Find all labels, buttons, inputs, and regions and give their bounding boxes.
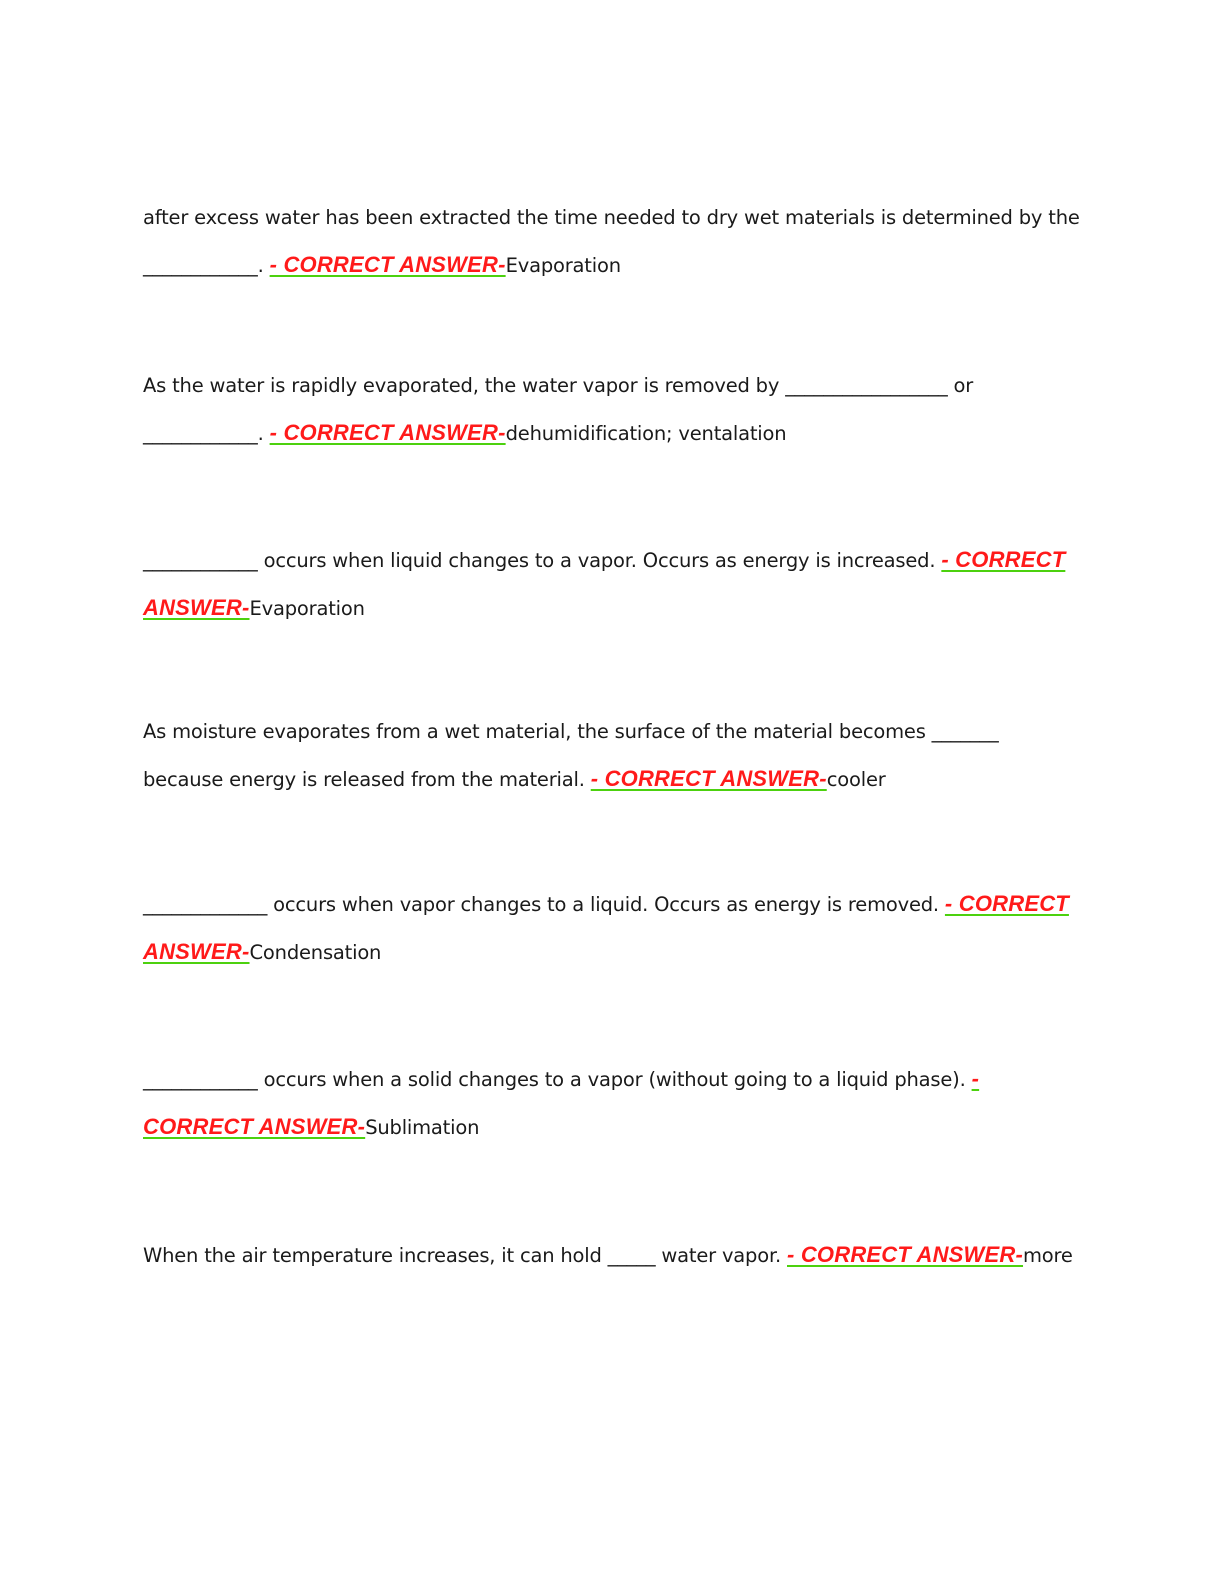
answer-text: more [1023,1244,1073,1267]
question-text: As the water is rapidly evaporated, the water vapor is removed by _________________ or ____________. [143,374,974,445]
question-text: ____________ occurs when liquid changes to a vapor. Occurs as energy is increased. [143,549,936,572]
qa-item [143,708,1083,803]
answer-text: Condensation [249,941,382,964]
answer-text: cooler [826,768,886,791]
answer-text: Sublimation [365,1116,480,1139]
qa-item [143,1231,1083,1279]
question-text: When the air temperature increases, it can hold _____ water vapor. [143,1244,781,1267]
question-text: after excess water has been extracted the time needed to dry wet materials is determined by the ____________. [143,206,1080,277]
correct-answer-marker: - CORRECT ANSWER- [269,252,506,277]
question-text: _____________ occurs when vapor changes to a liquid. Occurs as energy is removed. [143,893,939,916]
correct-answer-marker: - CORRECT ANSWER- [143,1066,980,1139]
answer-text: Evaporation [505,254,621,277]
correct-answer-marker: - CORRECT ANSWER- [269,420,506,445]
qa-item [143,536,1083,632]
qa-item [143,362,1083,457]
qa-item [143,1055,1083,1151]
correct-answer-marker: - CORRECT ANSWER- [143,891,1069,964]
question-text: ____________ occurs when a solid changes to a vapor (without going to a liquid phase). [143,1068,966,1091]
answer-text: dehumidification; ventalation [505,422,787,445]
qa-item [143,194,1083,289]
qa-item [143,880,1083,976]
question-text: As moisture evaporates from a wet material, the surface of the material becomes _______ because energy is released from the material. [143,720,999,791]
answer-text: Evaporation [249,597,365,620]
correct-answer-marker: - CORRECT ANSWER- [787,1242,1024,1267]
correct-answer-marker: - CORRECT ANSWER- [143,547,1066,620]
correct-answer-marker: - CORRECT ANSWER- [590,766,827,791]
